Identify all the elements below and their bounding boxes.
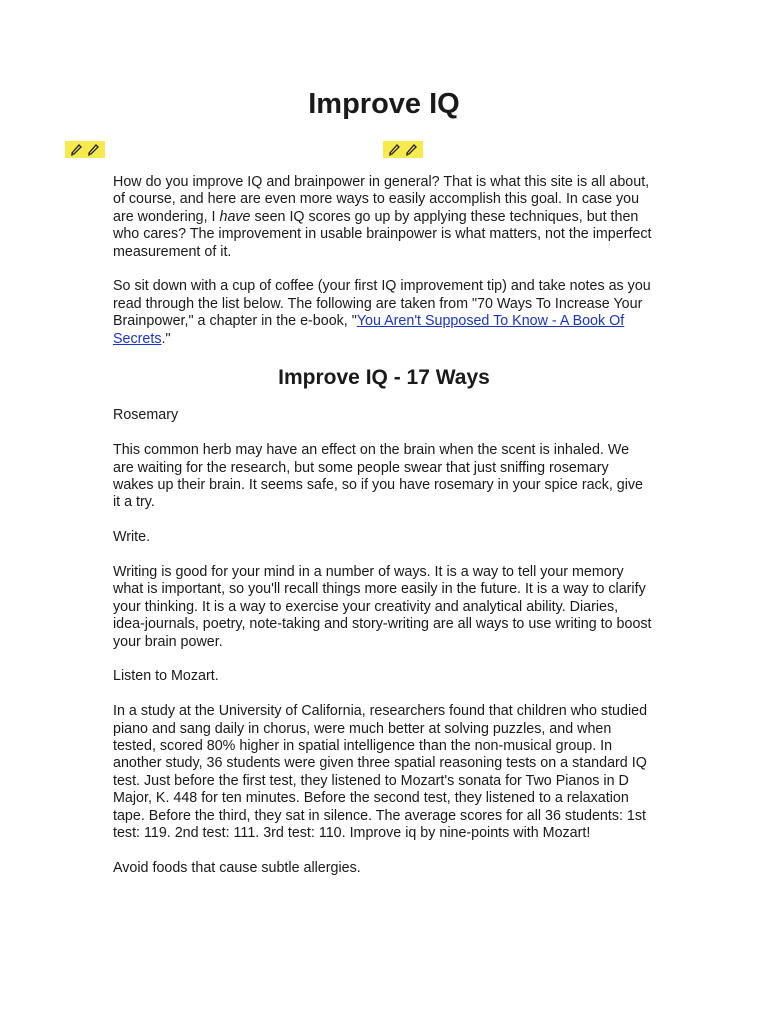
pencil-icon — [405, 143, 418, 156]
tip-heading-rosemary: Rosemary — [113, 407, 179, 424]
intro-paragraph-2: So sit down with a cup of coffee (your first IQ improvement tip) and take notes as you read through the list below. The following are taken from "70 Ways To Increase Your Brainpower," a chapter in the e-book, "You Aren't Supposed To Know - A Book Of Secrets." — [113, 278, 651, 347]
intro-paragraph: How do you improve IQ and brainpower in general? That is what this site is all about, of course, and here are even more ways to easily accomplish this goal. In case you are wondering, I have seen IQ scores go up by applying these techniques, but then who cares? The improvement in usable brainpower is what matters, not the imperfect measurement of it. — [113, 174, 652, 260]
page-title: Improve IQ — [308, 88, 460, 120]
pencil-icon — [87, 143, 100, 156]
tip-heading-allergies: Avoid foods that cause subtle allergies. — [113, 859, 361, 876]
tip-heading-mozart: Listen to Mozart. — [113, 668, 219, 685]
pencil-icon — [388, 143, 401, 156]
pencil-pair-icon — [383, 141, 423, 158]
tip-body-write: Writing is good for your mind in a number of ways. It is a way to tell your memory what is important, so you'll recall things more easily in the future. It is a way to clarify your thinking. It is a way to exercise your creativity and analytical ability. Diaries, idea-journals, poetry, note-taking and story-writing are all ways to use writing to boost your brain power. — [113, 564, 652, 650]
ebook-link[interactable]: You Aren't Supposed To Know - A Book Of Secrets — [113, 313, 625, 347]
pencil-pair-icon — [65, 141, 105, 158]
article-body — [113, 174, 653, 895]
tip-heading-write: Write. — [113, 529, 151, 546]
tip-body-rosemary: This common herb may have an effect on the brain when the scent is inhaled. We are waiting for the research, but some people swear that just sniffing rosemary wakes up their brain. It seems safe, so if you have rosemary in your spice rack, give it a try. — [113, 442, 644, 511]
section-title: Improve IQ - 17 Ways — [278, 366, 490, 390]
tip-body-mozart: In a study at the University of California, researchers found that children who studied piano and sang daily in chorus, were much better at solving puzzles, and when tested, scored 80% higher in spatial intelligence than the non-musical group. In another study, 36 students were given three spatial reasoning tests on a standard IQ test. Just before the first test, they listened to Mozart's sonata for Two Pianos in D Major, K. 448 for ten minutes. Before the second test, they listened to a relaxation tape. Before the third, they sat in silence. The average scores for all 36 students: 1st test: 119. 2nd test: 111. 3rd test: 110. Improve iq by nine-points with Mozart! — [113, 703, 648, 842]
pencil-icon — [70, 143, 83, 156]
